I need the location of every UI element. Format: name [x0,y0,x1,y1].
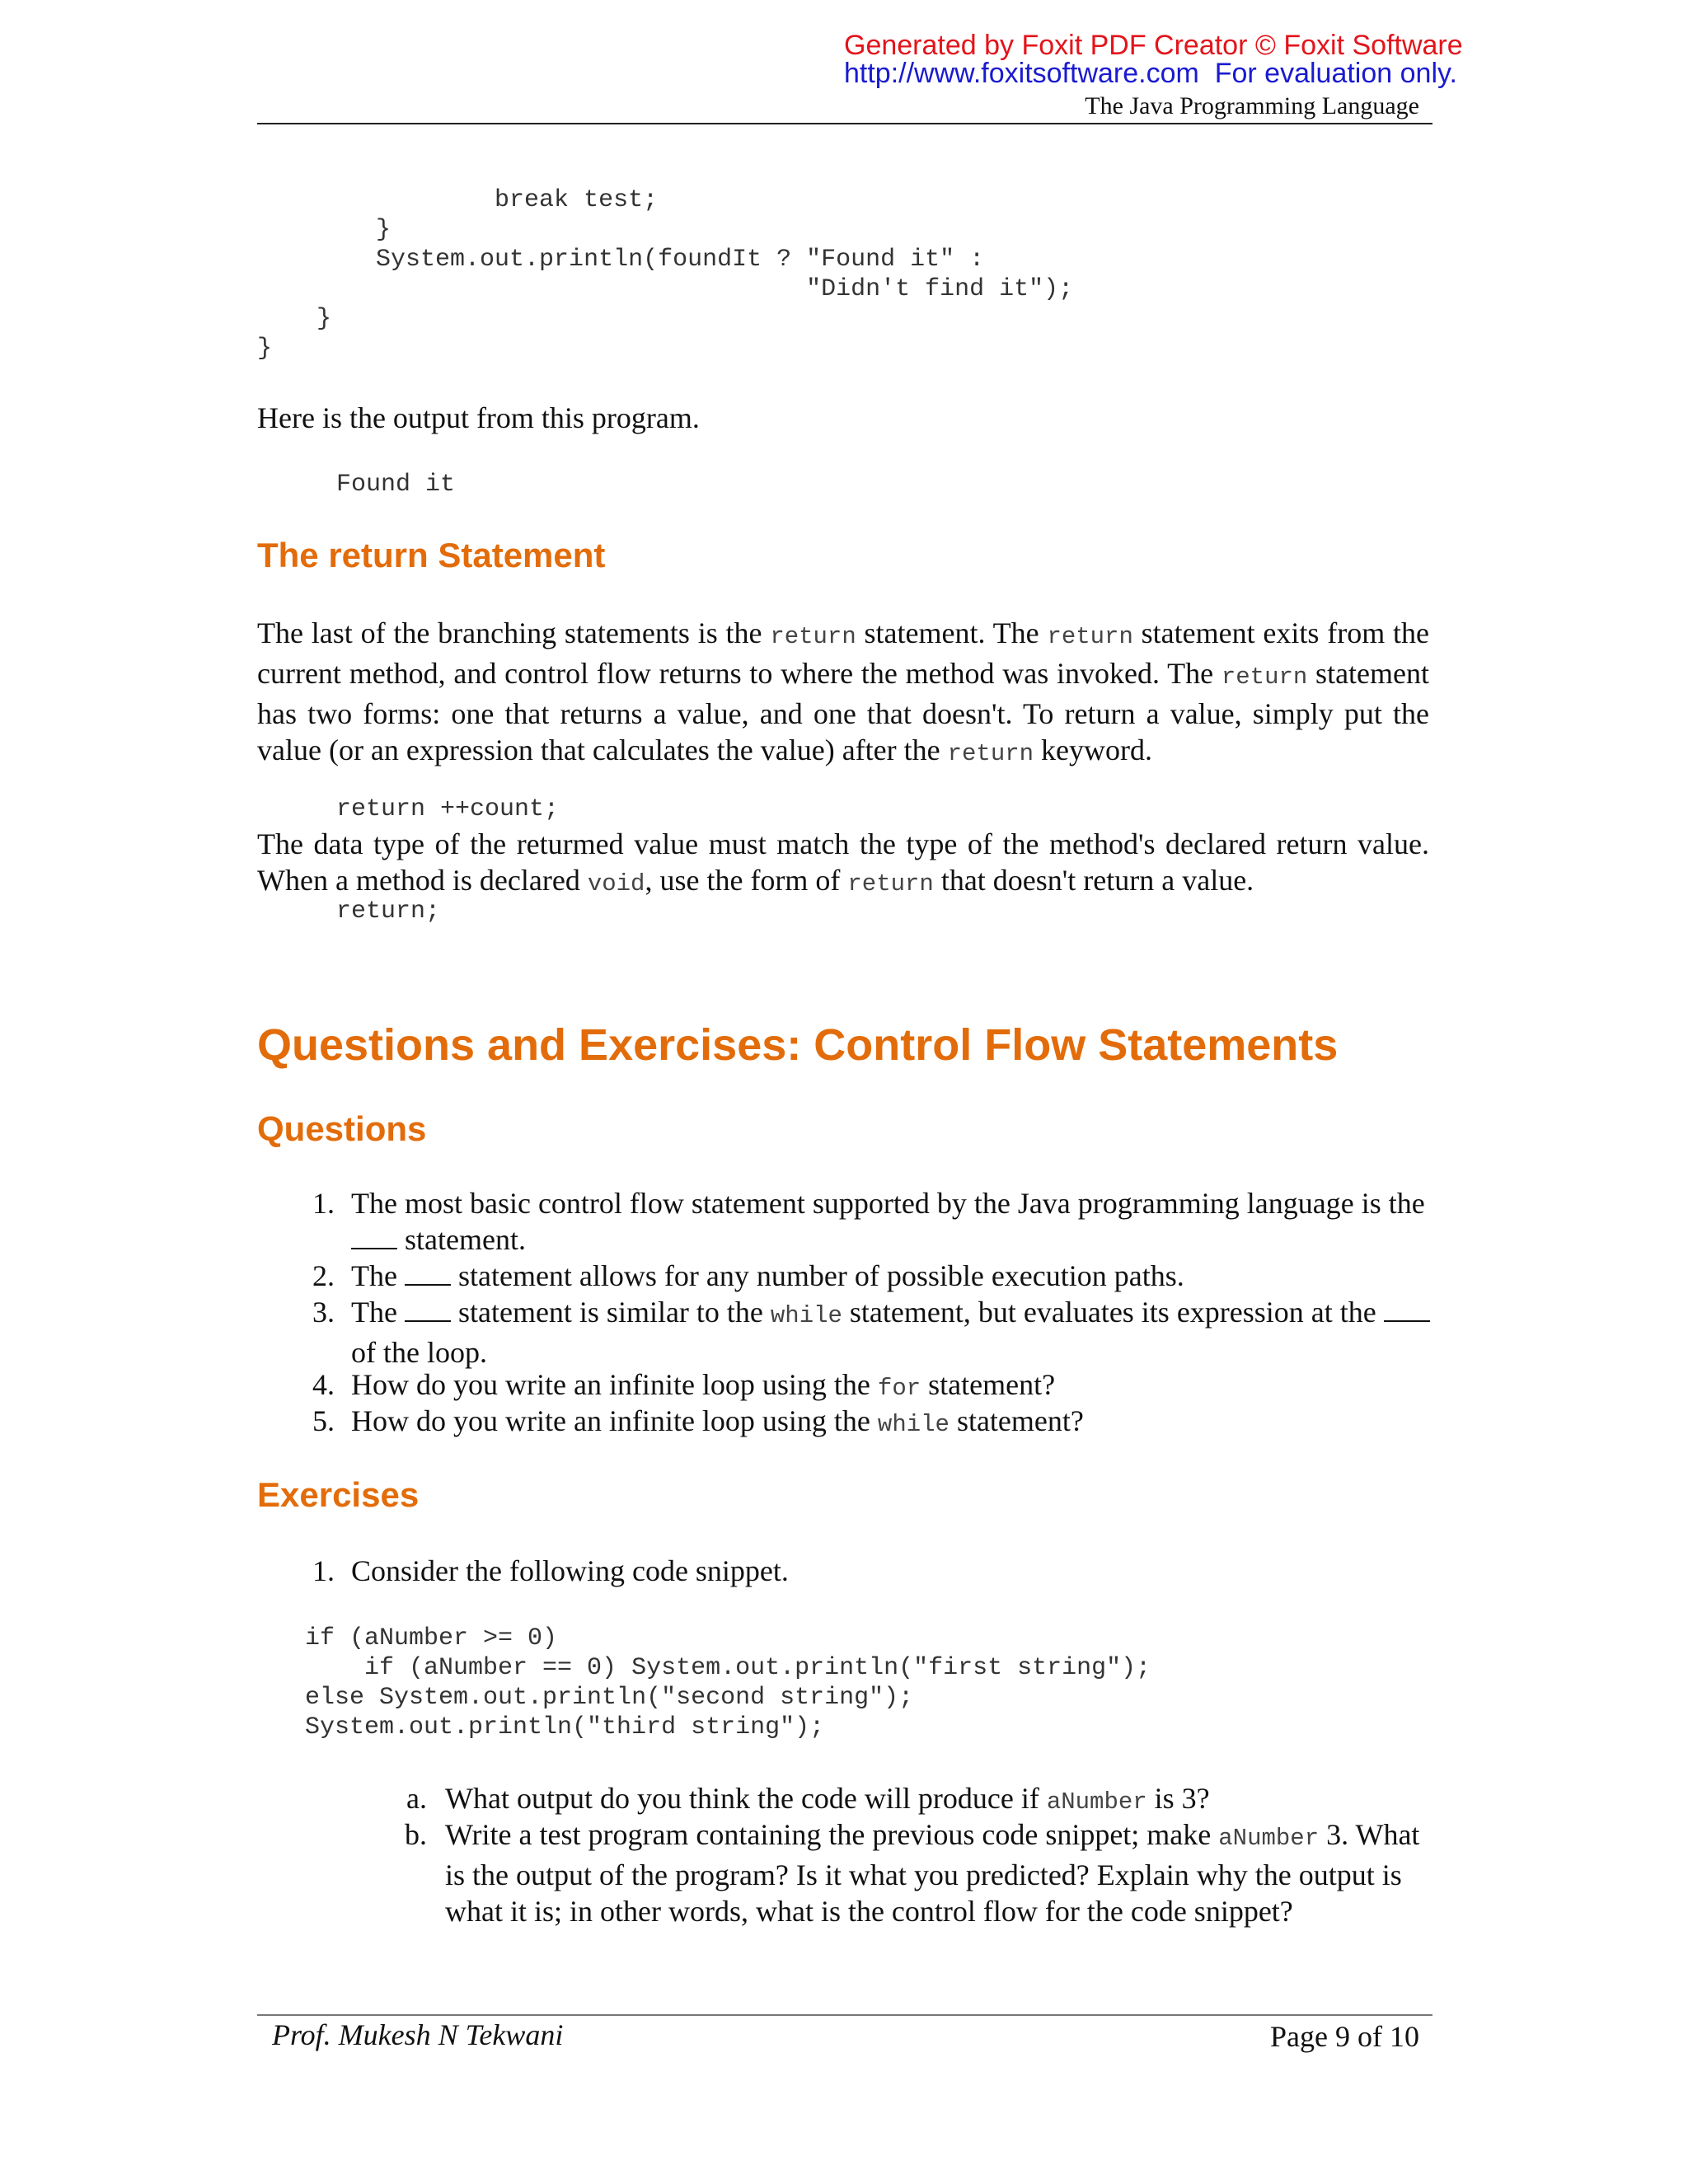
list-item-text [351,1185,1439,1258]
inline-code: return [1047,623,1133,650]
text-span: statement? [921,1368,1056,1401]
questions-heading: Questions [257,1109,427,1148]
list-item-number: 1. [312,1187,335,1220]
qe-heading: Questions and Exercises: Control Flow Statements [257,1020,1339,1070]
fill-in-blank [1384,1294,1430,1322]
list-item-text [351,1294,1439,1371]
inline-code: return [770,623,856,650]
code-block-top [257,185,1073,363]
text-span: The [351,1259,405,1292]
text-span: statement is similar to the [450,1296,771,1329]
exercise-code-block [305,1624,1151,1742]
text-span: statement allows for any number of possible execution paths. [450,1259,1184,1292]
list-item-text [445,1780,1434,1821]
list-item-text [351,1403,1439,1443]
inline-code: return [847,870,934,898]
text-span: The last of the branching statements is the [257,616,771,649]
text-span: statement exits from the current method, and control flow returns to where the method was invoked. The [257,616,1429,690]
footer-author: Prof. Mukesh N Tekwani [272,2018,564,2051]
exercise-text: Consider the following code snippet. [351,1554,789,1587]
text-span: that doesn't return a value. [933,864,1254,897]
list-item-text [351,1366,1439,1407]
code-line: } [257,305,332,333]
text-span: statement. The [856,616,1048,649]
code-line: System.out.println(foundIt ? "Found it" : [257,246,985,274]
list-item-text [351,1258,1439,1294]
text-span: keyword. [1034,733,1153,766]
code-line: System.out.println("third string"); [305,1713,825,1741]
watermark-line: Generated by Foxit PDF Creator © Foxit Software [844,30,1463,61]
text-span: 3. What is the output of the program? Is it what you predicted? Explain why the output is what it is; in other words, what is the control flow for the code snippet? [445,1818,1420,1928]
header-title: The Java Programming Language [1085,92,1419,120]
fill-in-blank [405,1294,451,1322]
fill-in-blank [351,1221,397,1249]
list-item-number: 3. [312,1296,335,1329]
watermark-url-line [844,58,1457,89]
text-span: How do you write an infinite loop using the [351,1404,878,1437]
text-span: statement, but evaluates its expression at the [842,1296,1384,1329]
text-span: is 3? [1146,1782,1210,1815]
text-span: The data type of the returmed value must match the type of the method's declared return value. When a method is declared [257,827,1429,897]
list-item-text [445,1816,1434,1929]
code-line: break test; [257,186,659,214]
text-span: statement? [949,1404,1084,1437]
exercise-sublist [257,1780,1436,1961]
list-item-number: b. [405,1818,427,1851]
list-item-number: a. [406,1782,427,1815]
return-paragraph-2 [257,826,1429,902]
text-span: , use the form of [645,864,848,897]
footer-rule [257,2014,1432,2016]
inline-code: return [947,740,1034,767]
text-span: How do you write an infinite loop using the [351,1368,878,1401]
inline-code: aNumber [1046,1788,1147,1816]
list-item-number: 2. [312,1259,335,1292]
return-paragraph-1 [257,615,1429,772]
fill-in-blank [405,1258,451,1286]
inline-code: while [770,1302,842,1329]
inline-code: for [877,1375,921,1402]
code-line: if (aNumber == 0) System.out.println("first string"); [305,1654,1151,1682]
inline-code: return [1221,663,1308,691]
output-intro: Here is the output from this program. [257,401,700,434]
footer-page-number: Page 9 of 10 [1270,2020,1419,2053]
exercise-number: 1. [312,1554,335,1587]
list-item-number: 5. [312,1404,335,1437]
text-span: What output do you think the code will produce if [445,1782,1047,1815]
inline-code: void [587,870,645,898]
text-span: statement. [397,1223,526,1256]
text-span: The most basic control flow statement supported by the Java programming language is the [351,1187,1425,1220]
list-item-number: 4. [312,1368,335,1401]
watermark-eval-note: For evaluation only. [1214,58,1457,89]
return-code-1: return ++count; [336,795,560,823]
code-line: "Didn't find it"); [257,275,1074,303]
code-line: } [257,216,392,244]
inline-code: while [877,1411,950,1438]
code-line: } [257,335,273,363]
inline-code: aNumber [1218,1825,1320,1852]
watermark-link[interactable]: http://www.foxitsoftware.com [844,58,1199,89]
text-span: Write a test program containing the previous code snippet; make [445,1818,1219,1851]
text-span: of the loop. [351,1336,487,1369]
header-rule [257,123,1432,124]
return-heading: The return Statement [257,536,606,574]
text-span: statement has two forms: one that returns a value, and one that doesn't. To return a value, simply put the value (or an expression that calculates the value) after the [257,657,1430,766]
code-line: if (aNumber >= 0) [305,1624,558,1652]
text-span: The [351,1296,405,1329]
exercises-heading: Exercises [257,1475,420,1514]
code-line: else System.out.println("second string"); [305,1684,914,1712]
output-code: Found it [336,471,456,499]
return-code-2: return; [336,898,441,926]
questions-list [257,1185,1436,1449]
